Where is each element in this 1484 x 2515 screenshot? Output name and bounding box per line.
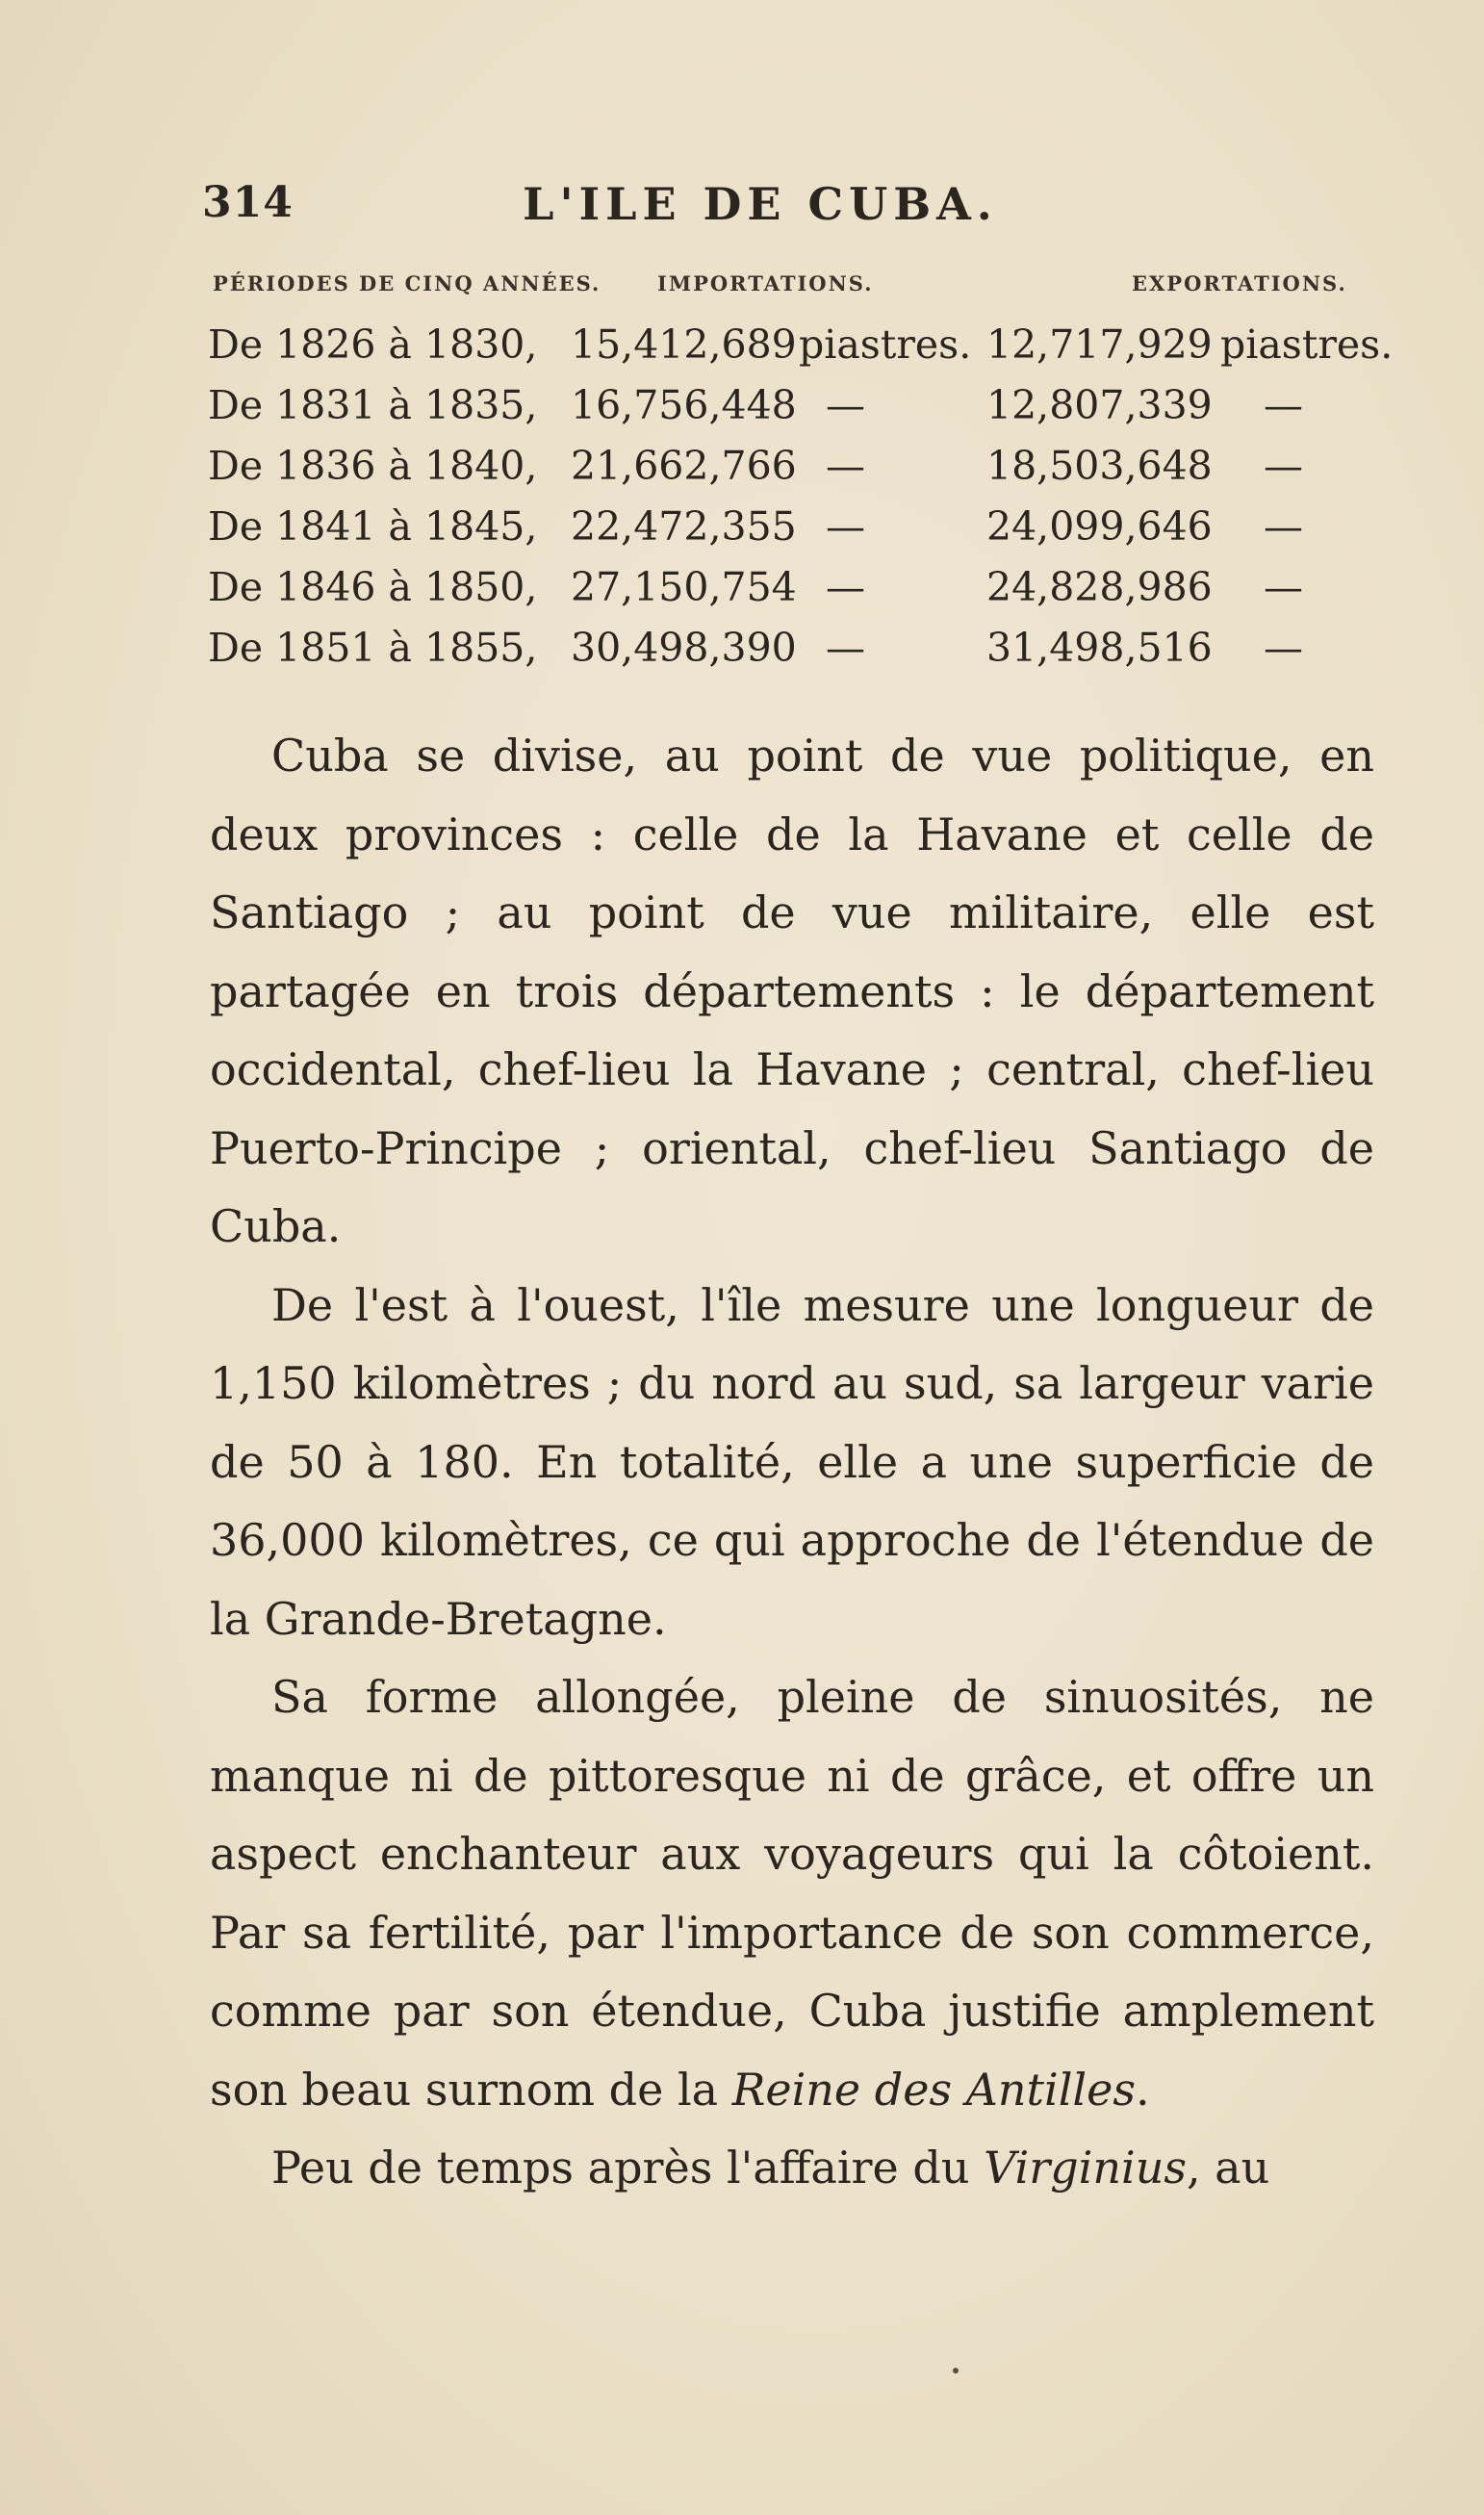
imports-unit: — bbox=[826, 443, 865, 489]
imports-unit: piastres. bbox=[799, 321, 972, 368]
exports-cell: 18,503,648 bbox=[986, 443, 1213, 489]
period-cell: De 1841 à 1845, bbox=[208, 503, 538, 550]
exports-cell: 24,099,646 bbox=[986, 503, 1213, 550]
paragraph-shape-end: . bbox=[1135, 2063, 1150, 2116]
period-cell: De 1836 à 1840, bbox=[208, 443, 538, 489]
column-header-imports: IMPORTATIONS. bbox=[657, 271, 874, 295]
page-header bbox=[202, 178, 1318, 245]
imports-cell: 30,498,390 bbox=[571, 625, 797, 671]
table-row bbox=[205, 382, 1389, 443]
table-row bbox=[205, 625, 1389, 685]
exports-unit: — bbox=[1264, 564, 1303, 610]
paragraph-divisions: Cuba se divise, au point de vue politique, en deux provinces : celle de la Havane et celle de Santiago ; au point de vue militaire, elle est partagée en trois départements : le département occidental, chef-lieu la Havane ; central, chef-lieu Puerto-Principe ; oriental, chef-lieu Santiago de Cuba. bbox=[210, 730, 1374, 1252]
table-row bbox=[205, 443, 1389, 503]
exports-cell: 12,717,929 bbox=[986, 321, 1213, 368]
paragraph-shape-text: Sa forme allongée, pleine de sinuosités, ne manque ni de pittoresque ni de grâce, et offre un aspect enchanteur aux voyageurs qui la côtoient. Par sa fertilité, par l'importance de son commerce, comme par son étendue, Cuba justifie amplement son beau surnom de la bbox=[210, 1671, 1374, 2116]
exports-unit: — bbox=[1264, 625, 1303, 671]
imports-cell: 21,662,766 bbox=[571, 443, 797, 489]
exports-unit: — bbox=[1264, 503, 1303, 550]
exports-unit: — bbox=[1264, 443, 1303, 489]
italic-reine-des-antilles: Reine des Antilles bbox=[731, 2063, 1136, 2116]
exports-unit: piastres. bbox=[1220, 321, 1394, 368]
table-row bbox=[205, 321, 1394, 382]
paragraph-dimensions: De l'est à l'ouest, l'île mesure une longueur de 1,150 kilomètres ; du nord au sud, sa largeur varie de 50 à 180. En totalité, elle a une superficie de 36,000 kilomètres, ce qui approche de l'étendue de la Grande-Bretagne. bbox=[210, 1278, 1374, 1645]
table-column-headers bbox=[205, 271, 1389, 321]
exports-cell: 31,498,516 bbox=[986, 625, 1213, 671]
imports-cell: 16,756,448 bbox=[571, 382, 797, 428]
paragraph-virginius bbox=[210, 2129, 1374, 2208]
exports-unit: — bbox=[1264, 382, 1303, 428]
paragraph-virginius-end: , au bbox=[1186, 2142, 1270, 2194]
table-row bbox=[205, 503, 1389, 564]
period-cell: De 1831 à 1835, bbox=[208, 382, 538, 428]
running-title: L'ILE DE CUBA. bbox=[523, 178, 998, 230]
imports-cell: 27,150,754 bbox=[571, 564, 797, 610]
italic-virginius: Virginius bbox=[984, 2142, 1187, 2194]
imports-cell: 22,472,355 bbox=[571, 503, 797, 550]
imports-unit: — bbox=[826, 382, 865, 428]
imports-unit: — bbox=[826, 503, 865, 550]
paragraph-virginius-text: Peu de temps après l'affaire du bbox=[271, 2142, 985, 2194]
column-header-exports: EXPORTATIONS. bbox=[1132, 271, 1347, 295]
period-cell: De 1846 à 1850, bbox=[208, 564, 538, 610]
paragraph-shape bbox=[210, 1658, 1374, 2129]
exports-cell: 24,828,986 bbox=[986, 564, 1213, 610]
trade-table bbox=[205, 271, 1394, 685]
page-number: 314 bbox=[202, 178, 294, 227]
column-header-period: PÉRIODES DE CINQ ANNÉES. bbox=[213, 271, 601, 295]
body-text bbox=[210, 717, 1374, 2208]
imports-unit: — bbox=[826, 625, 865, 671]
imports-cell: 15,412,689 bbox=[571, 321, 797, 368]
printer-mark bbox=[953, 2368, 959, 2374]
imports-unit: — bbox=[826, 564, 865, 610]
table-row bbox=[205, 564, 1389, 625]
period-cell: De 1826 à 1830, bbox=[208, 321, 538, 368]
period-cell: De 1851 à 1855, bbox=[208, 625, 538, 671]
exports-cell: 12,807,339 bbox=[986, 382, 1213, 428]
